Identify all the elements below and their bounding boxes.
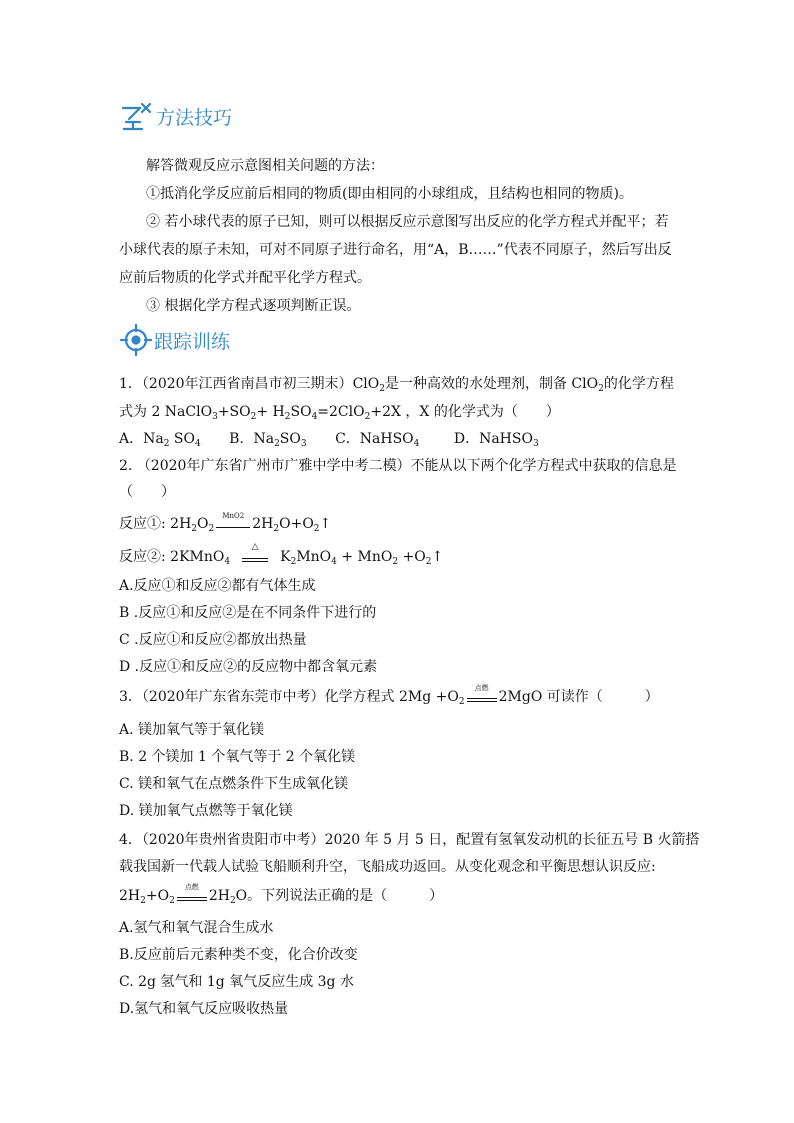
option-d[interactable]: D．NaHSO$_3$ (453, 431, 539, 449)
option-b[interactable]: B .反应①和反应②是在不同条件下进行的 (119, 605, 377, 621)
reaction-condition: △ (251, 541, 259, 552)
option-a[interactable]: A.反应①和反应②都有气体生成 (119, 578, 316, 594)
question-source: （2020年广东省东莞市中考） (141, 689, 325, 705)
question-number: 2. (119, 458, 137, 474)
question-1: 1．（2020年江西省南昌市初三期末）ClO$_2$是一种高效的水处理剂，制备 ClO$_2$的化学方程 (119, 376, 674, 394)
question-4-line-2: 载我国新一代载人试验飞船顺利升空，飞船成功返回。从变化观念和平衡思想认识反应: (119, 859, 656, 875)
tips-point-2-cont: 小球代表的原子未知，可对不同原子进行命名，用“A，B……”代表不同原子，然后写出反 (119, 242, 672, 258)
tips-intro: 解答微观反应示意图相关问题的方法： (146, 158, 384, 174)
option-b[interactable]: B. 2 个镁加 1 个氧气等于 2 个氧化镁 (119, 749, 356, 765)
reaction-2: 反应②: 2KMnO$_4$ △ $K_2MnO_4 + MnO_2$ $+O_2↑$ (119, 541, 444, 567)
option-c[interactable]: C. 2g 氢气和 1g 氧气反应生成 3g 水 (119, 974, 354, 990)
question-1-options (119, 429, 539, 454)
section-heading-practice (120, 324, 230, 356)
option-c[interactable]: C. 镁和氧气在点燃条件下生成氧化镁 (119, 776, 349, 792)
question-2: 2. （2020年广东省广州市广雅中学中考二模）不能从以下两个化学方程式中获取的信息是 (119, 458, 677, 474)
question-3: 3．（2020年广东省东莞市中考）化学方程式 $2Mg +O_2$ 点燃 2MgO 可读作（ ） (119, 683, 659, 707)
tips-point-2: ② 若小球代表的原子已知，则可以根据反应示意图写出反应的化学方程式并配平；若 (146, 214, 669, 230)
option-d[interactable]: D. 镁加氧气点燃等于氧化镁 (119, 803, 293, 819)
option-c[interactable]: C．NaHSO$_4$ (335, 431, 420, 449)
option-b[interactable]: B.反应前后元素种类不变，化合价改变 (119, 947, 358, 963)
reaction-condition: 点燃 (184, 882, 199, 891)
tips-point-2-end: 应前后物质的化学式并配平化学方程式。 (119, 270, 371, 286)
question-2-paren: （ ） (119, 484, 175, 500)
question-number: 1． (119, 376, 142, 392)
option-c[interactable]: C .反应①和反应②都放出热量 (119, 632, 307, 648)
reaction-condition: MnO2 (222, 511, 245, 520)
question-1-equation: 式为 2 $NaClO_3+SO_2+ H_2SO_4=2ClO_2+2X$ ，X 的化学式为（ ） (119, 404, 560, 422)
question-4: 4．（2020年贵州省贵阳市中考）2020 年 5 月 5 日，配置有氢氧发动机的长征五号 B 火箭搭 (119, 832, 700, 848)
question-source: （2020年广东省广州市广雅中学中考二模） (136, 458, 411, 474)
option-a[interactable]: A. 镁加氧气等于氧化镁 (119, 722, 265, 738)
tips-point-1: ①抵消化学反应前后相同的物质(即由相同的小球组成，且结构也相同的物质)。 (146, 186, 633, 202)
option-a[interactable]: A.氢气和氧气混合生成水 (119, 920, 274, 936)
option-d[interactable]: D.氢气和氧气反应吸收热量 (119, 1001, 289, 1017)
question-4-equation: $2H_2+O_2$ 点燃 $2H_2O$。下列说法正确的是（ ） (119, 882, 444, 906)
option-a[interactable]: A．$Na_2$ $SO_4$ (119, 431, 201, 449)
option-d[interactable]: D .反应①和反应②的反应物中都含氧元素 (119, 659, 378, 675)
question-source: （2020年贵州省贵阳市中考） (141, 832, 325, 848)
section-title: 跟踪训练 (154, 330, 231, 353)
tips-point-3: ③ 根据化学方程式逐项判断正误。 (146, 298, 361, 314)
question-number: 3． (119, 689, 142, 705)
reaction-condition: 点燃 (474, 683, 489, 692)
section-heading-method (120, 100, 232, 132)
option-b[interactable]: B．$Na_2SO_3$ (229, 431, 307, 449)
section-title: 方法技巧 (156, 106, 233, 129)
target-icon (120, 324, 152, 356)
question-number: 4． (119, 832, 142, 848)
reaction-1: 反应①: $2H_2O_2$ MnO2 $2H_2O+O_2↑$ (119, 511, 332, 534)
method-tips-icon (120, 100, 154, 132)
question-source: （2020年江西省南昌市初三期末） (141, 376, 353, 392)
